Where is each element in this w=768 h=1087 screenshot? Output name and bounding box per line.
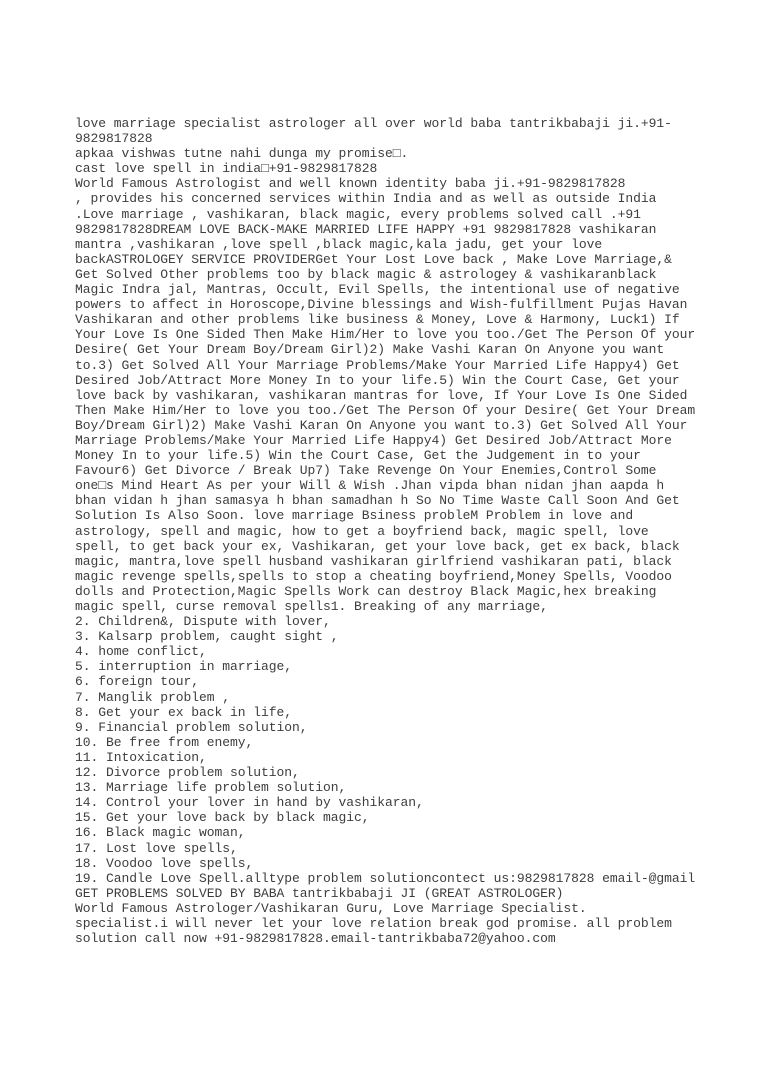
text-line: 9829817828DREAM LOVE BACK-MAKE MARRIED LIFE HAPPY +91 9829817828 vashikaran [75, 221, 657, 237]
text-line: 16. Black magic woman, [75, 825, 246, 841]
text-line: one□s Mind Heart As per your Will & Wish .Jhan vipda bhan nidan jhan aapda h [75, 478, 665, 494]
text-line: 15. Get your love back by black magic, [75, 810, 370, 826]
text-line: Money In to your life.5) Win the Court Case, Get the Judgement in to your [75, 448, 641, 464]
text-line: spell, to get back your ex, Vashikaran, get your love back, get ex back, black [75, 538, 680, 554]
text-line: specialist.i will never let your love relation break god promise. all problem [75, 915, 672, 931]
text-line: Vashikaran and other problems like business & Money, Love & Harmony, Luck1) If [75, 312, 680, 328]
text-line: 5. interruption in marriage, [75, 659, 293, 675]
text-line: Solution Is Also Soon. love marriage Bsiness probleM Problem in love and [75, 508, 634, 524]
text-line: love marriage specialist astrologer all over world baba tantrikbabaji ji.+91- [75, 116, 672, 131]
text-line: 11. Intoxication, [75, 749, 207, 765]
text-line: Favour6) Get Divorce / Break Up7) Take Revenge On Your Enemies,Control Some [75, 463, 657, 479]
text-line: dolls and Protection,Magic Spells Work can destroy Black Magic,hex breaking [75, 583, 657, 599]
text-line: backASTROLOGEY SERVICE PROVIDERGet Your Lost Love back , Make Love Marriage,& [75, 251, 672, 267]
text-line: 4. home conflict, [75, 644, 207, 660]
document-text [75, 116, 735, 946]
text-line: 9. Financial problem solution, [75, 719, 308, 735]
text-line: 18. Voodoo love spells, [75, 855, 254, 871]
text-line: .Love marriage , vashikaran, black magic, every problems solved call .+91 [75, 206, 641, 222]
text-line: Boy/Dream Girl)2) Make Vashi Karan On Anyone you want to.3) Get Solved All Your [75, 417, 688, 433]
text-line: 13. Marriage life problem solution, [75, 780, 347, 796]
text-line: 7. Manglik problem , [75, 689, 231, 705]
text-line: 14. Control your lover in hand by vashikaran, [75, 795, 424, 811]
text-line: 6. foreign tour, [75, 674, 200, 690]
text-line: bhan vidan h jhan samasya h bhan samadhan h So No Time Waste Call Soon And Get [75, 493, 680, 509]
text-line: apkaa vishwas tutne nahi dunga my promise□. [75, 146, 409, 162]
text-line: to.3) Get Solved All Your Marriage Problems/Make Your Married Life Happy4) Get [75, 357, 680, 373]
text-line: 3. Kalsarp problem, caught sight , [75, 629, 339, 645]
text-line: World Famous Astrologist and well known identity baba ji.+91-9829817828 [75, 176, 626, 192]
text-line: magic, mantra,love spell husband vashikaran girlfriend vashikaran pati, black [75, 553, 672, 569]
text-line: 17. Lost love spells, [75, 840, 238, 856]
text-line: 10. Be free from enemy, [75, 734, 254, 750]
text-line: mantra ,vashikaran ,love spell ,black magic,kala jadu, get your love [75, 236, 603, 252]
text-line: 8. Get your ex back in life, [75, 704, 293, 720]
text-line: Marriage Problems/Make Your Married Life Happy4) Get Desired Job/Attract More [75, 432, 672, 448]
text-line: , provides his concerned services within India and as well as outside India [75, 191, 657, 207]
text-line: cast love spell in india□+91-9829817828 [75, 161, 378, 177]
text-line: magic revenge spells,spells to stop a cheating boyfriend,Money Spells, Voodoo [75, 568, 672, 584]
text-line: love back by vashikaran, vashikaran mantras for love, If Your Love Is One Sided [75, 387, 688, 403]
text-line: 12. Divorce problem solution, [75, 765, 300, 781]
text-line: World Famous Astrologer/Vashikaran Guru, Love Marriage Specialist. [75, 900, 587, 916]
text-line: 19. Candle Love Spell.alltype problem solutioncontect us:9829817828 email-@gmail [75, 870, 696, 886]
text-line: Then Make Him/Her to love you too./Get The Person Of your Desire( Get Your Dream [75, 402, 696, 418]
text-line: Desired Job/Attract More Money In to your life.5) Win the Court Case, Get your [75, 372, 680, 388]
text-line: 2. Children&, Dispute with lover, [75, 614, 331, 630]
text-line: GET PROBLEMS SOLVED BY BABA tantrikbabaji JI (GREAT ASTROLOGER) [75, 885, 564, 901]
text-line: Desire( Get Your Dream Boy/Dream Girl)2) Make Vashi Karan On Anyone you want [75, 342, 665, 358]
text-line: Magic Indra jal, Mantras, Occult, Evil Spells, the intentional use of negative [75, 282, 680, 298]
text-line: Your Love Is One Sided Then Make Him/Her to love you too./Get The Person Of your [75, 327, 696, 343]
text-line: solution call now +91-9829817828.email-tantrikbaba72@yahoo.com [75, 931, 556, 947]
text-line: Get Solved Other problems too by black magic & astrologey & vashikaranblack [75, 266, 657, 282]
text-line: magic spell, curse removal spells1. Breaking of any marriage, [75, 599, 548, 614]
text-line: powers to affect in Horoscope,Divine blessings and Wish-fulfillment Pujas Havan [75, 297, 688, 313]
text-line: 9829817828 [75, 131, 153, 147]
text-line: astrology, spell and magic, how to get a boyfriend back, magic spell, love [75, 523, 649, 539]
